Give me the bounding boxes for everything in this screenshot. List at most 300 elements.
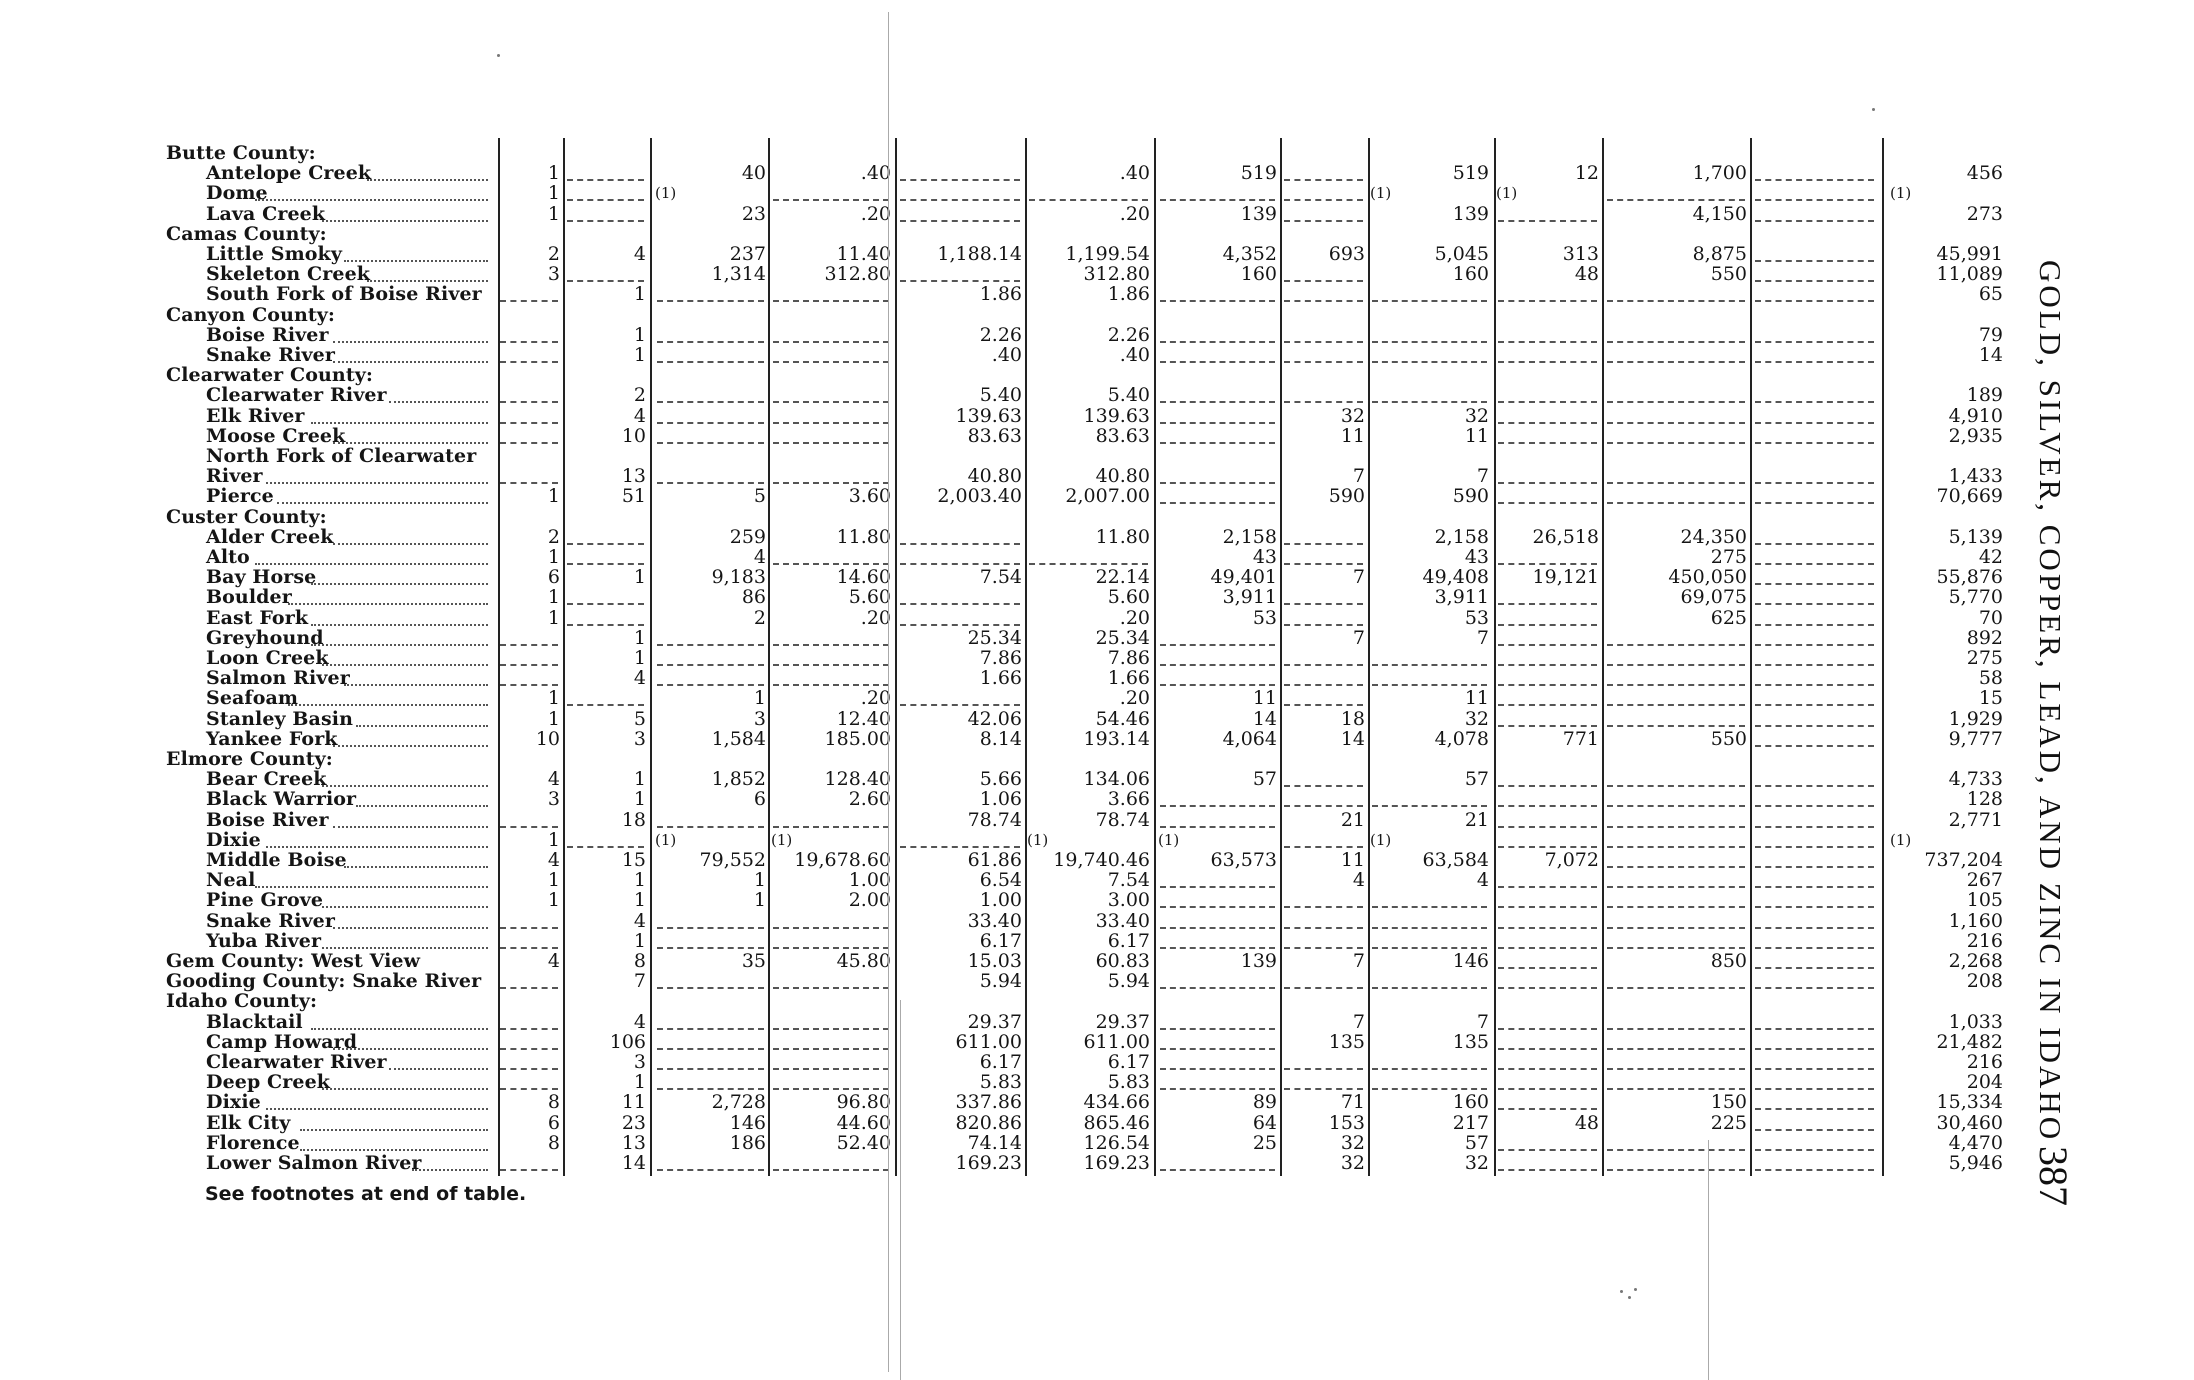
table-cell: 128 bbox=[1966, 788, 2003, 811]
empty-cell-dash bbox=[1755, 563, 1874, 565]
leader-line bbox=[356, 725, 488, 727]
table-cell: 1 bbox=[547, 707, 560, 730]
table-cell: 2,158 bbox=[1434, 525, 1489, 548]
empty-cell-dash bbox=[1160, 886, 1275, 888]
table-cell: 2 bbox=[547, 525, 560, 548]
empty-cell-dash bbox=[1607, 866, 1745, 868]
column-rule bbox=[1025, 138, 1027, 1176]
table-cell: 33.40 bbox=[967, 909, 1022, 932]
empty-cell-dash bbox=[500, 1088, 558, 1090]
empty-cell-dash bbox=[1755, 1149, 1874, 1151]
table-cell: 4,078 bbox=[1434, 727, 1489, 750]
table-cell: 106 bbox=[609, 1030, 646, 1053]
table-cell: 1 bbox=[753, 869, 766, 892]
table-cell: 4,064 bbox=[1222, 727, 1277, 750]
table-cell: 146 bbox=[729, 1111, 766, 1134]
table-cell: 139.63 bbox=[1083, 404, 1150, 427]
table-cell: 135 bbox=[1452, 1030, 1489, 1053]
locality-label: Dixie bbox=[206, 828, 261, 851]
empty-cell-dash bbox=[1160, 826, 1275, 828]
empty-cell-dash bbox=[1160, 927, 1275, 929]
column-rule bbox=[563, 138, 565, 1176]
empty-cell-dash bbox=[1284, 401, 1363, 403]
table-cell: 590 bbox=[1328, 485, 1365, 508]
table-cell: 11 bbox=[1252, 687, 1277, 710]
table-cell: 217 bbox=[1452, 1111, 1489, 1134]
empty-cell-dash bbox=[1498, 1028, 1597, 1030]
table-cell: .40 bbox=[991, 344, 1022, 366]
table-cell: 33.40 bbox=[1095, 909, 1150, 932]
empty-cell-dash bbox=[657, 826, 764, 828]
empty-cell-dash bbox=[1607, 401, 1745, 403]
empty-cell-dash bbox=[1372, 947, 1487, 949]
table-cell: 4 bbox=[633, 909, 646, 932]
empty-cell-dash bbox=[1372, 805, 1487, 807]
empty-cell-dash bbox=[1755, 967, 1874, 969]
table-cell: (1) bbox=[1890, 184, 1912, 203]
empty-cell-dash bbox=[500, 361, 558, 363]
locality-label: Blacktail bbox=[206, 1010, 303, 1033]
table-cell: 1 bbox=[633, 929, 646, 952]
empty-cell-dash bbox=[1755, 1108, 1874, 1110]
table-cell: 11 bbox=[621, 1091, 646, 1114]
table-cell: 1.06 bbox=[979, 788, 1022, 811]
table-cell: 8 bbox=[547, 1131, 560, 1154]
table-cell: 3 bbox=[547, 263, 560, 286]
empty-cell-dash bbox=[1607, 300, 1745, 302]
table-cell: 850 bbox=[1710, 950, 1747, 972]
empty-cell-dash bbox=[500, 442, 558, 444]
county-heading: Gem County: West View bbox=[166, 950, 421, 972]
empty-cell-dash bbox=[1755, 543, 1874, 545]
empty-cell-dash bbox=[1284, 906, 1363, 908]
empty-cell-dash bbox=[1607, 725, 1745, 727]
locality-label: Snake River bbox=[206, 344, 335, 366]
table-cell: .20 bbox=[860, 606, 891, 629]
table-cell: 6 bbox=[547, 1111, 560, 1134]
paper-speck bbox=[1634, 1288, 1637, 1291]
empty-cell-dash bbox=[773, 442, 889, 444]
table-cell: 450,050 bbox=[1668, 566, 1747, 589]
table-cell: 153 bbox=[1328, 1111, 1365, 1134]
table-cell: 6 bbox=[547, 566, 560, 589]
locality-label: Middle Boise bbox=[206, 849, 347, 871]
table-cell: 53 bbox=[1464, 606, 1489, 629]
empty-cell-dash bbox=[1498, 482, 1597, 484]
empty-cell-dash bbox=[1755, 422, 1874, 424]
leader-line bbox=[311, 422, 488, 424]
empty-cell-dash bbox=[1607, 1169, 1745, 1171]
table-cell: 4 bbox=[633, 404, 646, 427]
empty-cell-dash bbox=[1498, 1108, 1597, 1110]
empty-cell-dash bbox=[1755, 664, 1874, 666]
empty-cell-dash bbox=[773, 947, 889, 949]
empty-cell-dash bbox=[1284, 805, 1363, 807]
empty-cell-dash bbox=[1755, 341, 1874, 343]
table-cell: 1 bbox=[547, 202, 560, 225]
locality-label: Stanley Basin bbox=[206, 707, 353, 730]
empty-cell-dash bbox=[1607, 785, 1745, 787]
leader-line bbox=[333, 927, 488, 929]
table-cell: 1,033 bbox=[1948, 1010, 2003, 1033]
empty-cell-dash bbox=[1160, 199, 1275, 201]
table-cell: 1 bbox=[633, 283, 646, 306]
table-cell: 43 bbox=[1252, 546, 1277, 568]
table-cell: 204 bbox=[1966, 1071, 2003, 1094]
empty-cell-dash bbox=[900, 543, 1020, 545]
table-cell: 32 bbox=[1340, 1131, 1365, 1154]
locality-label: Yankee Fork bbox=[206, 727, 338, 750]
table-cell: 1 bbox=[547, 546, 560, 568]
leader-line bbox=[300, 1129, 488, 1131]
table-cell: 1 bbox=[633, 647, 646, 669]
empty-cell-dash bbox=[1498, 987, 1597, 989]
table-cell: (1) bbox=[1027, 830, 1049, 849]
table-cell: 1,188.14 bbox=[937, 243, 1022, 265]
empty-cell-dash bbox=[1160, 341, 1275, 343]
empty-cell-dash bbox=[1755, 361, 1874, 363]
column-rule bbox=[1154, 138, 1156, 1176]
locality-label: East Fork bbox=[206, 606, 309, 629]
empty-cell-dash bbox=[1755, 1028, 1874, 1030]
empty-cell-dash bbox=[1607, 422, 1745, 424]
empty-cell-dash bbox=[500, 341, 558, 343]
empty-cell-dash bbox=[773, 401, 889, 403]
table-cell: 128.40 bbox=[824, 768, 891, 791]
empty-cell-dash bbox=[773, 684, 889, 686]
empty-cell-dash bbox=[900, 603, 1020, 605]
empty-cell-dash bbox=[657, 987, 764, 989]
table-cell: 43 bbox=[1464, 546, 1489, 568]
empty-cell-dash bbox=[1607, 846, 1745, 848]
empty-cell-dash bbox=[1284, 280, 1363, 282]
table-cell: 4 bbox=[1352, 869, 1365, 892]
table-cell: 5 bbox=[633, 707, 646, 730]
locality-label: Black Warrior bbox=[206, 788, 357, 811]
table-cell: 2,158 bbox=[1222, 525, 1277, 548]
table-cell: 1 bbox=[547, 869, 560, 892]
table-cell: 86 bbox=[741, 586, 766, 609]
table-cell: 820.86 bbox=[955, 1111, 1022, 1134]
empty-cell-dash bbox=[1755, 1088, 1874, 1090]
empty-cell-dash bbox=[1284, 220, 1363, 222]
table-cell: 7 bbox=[1352, 626, 1365, 649]
paper-speck bbox=[1620, 1290, 1623, 1293]
table-cell: 160 bbox=[1240, 263, 1277, 286]
empty-cell-dash bbox=[1755, 624, 1874, 626]
empty-cell-dash bbox=[1372, 664, 1487, 666]
empty-cell-dash bbox=[1498, 906, 1597, 908]
empty-cell-dash bbox=[1755, 482, 1874, 484]
table-cell: 69,075 bbox=[1680, 586, 1747, 609]
table-cell: .20 bbox=[1119, 606, 1150, 629]
leader-line bbox=[389, 1068, 488, 1070]
table-cell: 186 bbox=[729, 1131, 766, 1154]
empty-cell-dash bbox=[1755, 1048, 1874, 1050]
table-cell: 40.80 bbox=[967, 465, 1022, 488]
table-cell: 139.63 bbox=[955, 404, 1022, 427]
table-cell: 208 bbox=[1966, 970, 2003, 993]
table-cell: 29.37 bbox=[967, 1010, 1022, 1033]
empty-cell-dash bbox=[567, 624, 644, 626]
table-cell: 32 bbox=[1464, 1152, 1489, 1174]
empty-cell-dash bbox=[1160, 906, 1275, 908]
empty-cell-dash bbox=[773, 826, 889, 828]
table-cell: 2,728 bbox=[711, 1091, 766, 1114]
table-cell: 1.86 bbox=[1107, 283, 1150, 306]
leader-line bbox=[288, 704, 488, 706]
empty-cell-dash bbox=[1498, 624, 1597, 626]
empty-cell-dash bbox=[657, 401, 764, 403]
empty-cell-dash bbox=[900, 704, 1020, 706]
table-cell: 78.74 bbox=[967, 808, 1022, 831]
empty-cell-dash bbox=[1755, 684, 1874, 686]
table-cell: 48 bbox=[1574, 263, 1599, 286]
leader-line bbox=[344, 866, 488, 868]
table-cell: .40 bbox=[860, 162, 891, 185]
table-cell: 6 bbox=[753, 788, 766, 811]
table-cell: 3.00 bbox=[1107, 889, 1150, 912]
table-cell: 32 bbox=[1340, 1152, 1365, 1174]
locality-label: Moose Creek bbox=[206, 424, 346, 447]
empty-cell-dash bbox=[657, 1169, 764, 1171]
locality-label: Camp Howard bbox=[206, 1030, 358, 1053]
table-cell: 19,678.60 bbox=[794, 849, 891, 871]
table-cell: 1,314 bbox=[711, 263, 766, 286]
table-cell: 2 bbox=[753, 606, 766, 629]
table-cell: 35 bbox=[741, 950, 766, 972]
locality-label: Boise River bbox=[206, 808, 329, 831]
table-cell: 42.06 bbox=[967, 707, 1022, 730]
running-head: GOLD, SILVER, COPPER, LEAD, AND ZINC IN IDAHO bbox=[2033, 260, 2068, 1143]
empty-cell-dash bbox=[1755, 947, 1874, 949]
empty-cell-dash bbox=[1607, 199, 1745, 201]
table-cell: 45,991 bbox=[1936, 243, 2003, 265]
empty-cell-dash bbox=[567, 563, 644, 565]
table-cell: 32 bbox=[1464, 707, 1489, 730]
empty-cell-dash bbox=[900, 563, 1020, 565]
empty-cell-dash bbox=[1607, 442, 1745, 444]
table-cell: 216 bbox=[1966, 1051, 2003, 1073]
empty-cell-dash bbox=[1498, 442, 1597, 444]
table-cell: 18 bbox=[621, 808, 646, 831]
table-cell: 160 bbox=[1452, 1091, 1489, 1114]
empty-cell-dash bbox=[1372, 1068, 1487, 1070]
empty-cell-dash bbox=[567, 543, 644, 545]
empty-cell-dash bbox=[1372, 987, 1487, 989]
table-cell: 5.83 bbox=[979, 1071, 1022, 1094]
table-cell: 3 bbox=[633, 1051, 646, 1073]
empty-cell-dash bbox=[1284, 927, 1363, 929]
county-heading: Canyon County: bbox=[166, 303, 336, 326]
empty-cell-dash bbox=[1284, 341, 1363, 343]
empty-cell-dash bbox=[500, 684, 558, 686]
table-cell: 237 bbox=[729, 243, 766, 265]
table-cell: 1,433 bbox=[1948, 465, 2003, 488]
empty-cell-dash bbox=[1160, 361, 1275, 363]
empty-cell-dash bbox=[1755, 603, 1874, 605]
empty-cell-dash bbox=[1607, 482, 1745, 484]
table-cell: 312.80 bbox=[1083, 263, 1150, 286]
table-cell: 2,771 bbox=[1948, 808, 2003, 831]
table-cell: 4 bbox=[547, 768, 560, 791]
county-heading: Idaho County: bbox=[166, 990, 318, 1013]
empty-cell-dash bbox=[1372, 927, 1487, 929]
empty-cell-dash bbox=[773, 1169, 889, 1171]
table-cell: 10 bbox=[535, 727, 560, 750]
table-cell: 1 bbox=[633, 788, 646, 811]
empty-cell-dash bbox=[1755, 745, 1874, 747]
table-cell: 275 bbox=[1710, 546, 1747, 568]
locality-label: Yuba River bbox=[206, 929, 322, 952]
empty-cell-dash bbox=[773, 1068, 889, 1070]
empty-cell-dash bbox=[1498, 704, 1597, 706]
table-cell: 58 bbox=[1978, 667, 2003, 690]
table-cell: .20 bbox=[1119, 687, 1150, 710]
table-cell: 519 bbox=[1240, 162, 1277, 185]
empty-cell-dash bbox=[500, 1028, 558, 1030]
empty-cell-dash bbox=[657, 1028, 764, 1030]
empty-cell-dash bbox=[1755, 300, 1874, 302]
locality-label: Lower Salmon River bbox=[206, 1152, 422, 1174]
table-cell: 2,003.40 bbox=[937, 485, 1022, 508]
table-cell: 7.54 bbox=[979, 566, 1022, 589]
empty-cell-dash bbox=[567, 846, 644, 848]
table-cell: 4 bbox=[1476, 869, 1489, 892]
table-cell: 139 bbox=[1240, 202, 1277, 225]
empty-cell-dash bbox=[657, 1068, 764, 1070]
leader-line bbox=[333, 745, 488, 747]
table-cell: 42 bbox=[1978, 546, 2003, 568]
empty-cell-dash bbox=[1755, 442, 1874, 444]
table-cell: 57 bbox=[1252, 768, 1277, 791]
empty-cell-dash bbox=[1498, 1169, 1597, 1171]
empty-cell-dash bbox=[1755, 1129, 1874, 1131]
table-cell: (1) bbox=[1890, 830, 1912, 849]
table-cell: 74.14 bbox=[967, 1131, 1022, 1154]
locality-label: Little Smoky bbox=[206, 243, 342, 265]
empty-cell-dash bbox=[1160, 422, 1275, 424]
empty-cell-dash bbox=[1029, 199, 1148, 201]
empty-cell-dash bbox=[773, 987, 889, 989]
page-fold-line bbox=[888, 12, 889, 1372]
column-rule bbox=[1280, 138, 1282, 1176]
table-cell: 126.54 bbox=[1083, 1131, 1150, 1154]
empty-cell-dash bbox=[1607, 1149, 1745, 1151]
table-cell: 21 bbox=[1464, 808, 1489, 831]
empty-cell-dash bbox=[773, 927, 889, 929]
empty-cell-dash bbox=[1755, 704, 1874, 706]
paper-speck bbox=[1872, 108, 1875, 111]
empty-cell-dash bbox=[773, 422, 889, 424]
table-cell: 8,875 bbox=[1692, 243, 1747, 265]
table-cell: 57 bbox=[1464, 768, 1489, 791]
table-cell: 11 bbox=[1340, 849, 1365, 871]
locality-label: Bear Creek bbox=[206, 768, 327, 791]
table-cell: 519 bbox=[1452, 162, 1489, 185]
empty-cell-dash bbox=[1755, 785, 1874, 787]
leader-line bbox=[311, 644, 488, 646]
table-cell: 40.80 bbox=[1095, 465, 1150, 488]
empty-cell-dash bbox=[1498, 826, 1597, 828]
leader-line bbox=[333, 826, 488, 828]
table-cell: 1 bbox=[633, 566, 646, 589]
table-cell: 185.00 bbox=[824, 727, 891, 750]
table-cell: 160 bbox=[1452, 263, 1489, 286]
empty-cell-dash bbox=[1498, 644, 1597, 646]
empty-cell-dash bbox=[657, 482, 764, 484]
table-cell: 259 bbox=[729, 525, 766, 548]
table-cell: 45.80 bbox=[836, 950, 891, 972]
table-cell: 1 bbox=[547, 828, 560, 851]
table-cell: (1) bbox=[1370, 184, 1392, 203]
table-cell: 7.86 bbox=[1107, 647, 1150, 669]
table-cell: 1.00 bbox=[848, 869, 891, 892]
empty-cell-dash bbox=[1160, 684, 1275, 686]
empty-cell-dash bbox=[1498, 1088, 1597, 1090]
empty-cell-dash bbox=[657, 664, 764, 666]
table-cell: 65 bbox=[1978, 283, 2003, 306]
empty-cell-dash bbox=[1372, 684, 1487, 686]
empty-cell-dash bbox=[1029, 563, 1148, 565]
empty-cell-dash bbox=[1498, 664, 1597, 666]
empty-cell-dash bbox=[1607, 1088, 1745, 1090]
table-cell: 3 bbox=[633, 727, 646, 750]
column-rule bbox=[498, 138, 500, 1176]
empty-cell-dash bbox=[1755, 583, 1874, 585]
empty-cell-dash bbox=[1498, 401, 1597, 403]
empty-cell-dash bbox=[1755, 401, 1874, 403]
empty-cell-dash bbox=[1607, 987, 1745, 989]
page-fold-line bbox=[1708, 1140, 1709, 1380]
empty-cell-dash bbox=[1372, 300, 1487, 302]
table-cell: 7 bbox=[1352, 950, 1365, 972]
table-cell: 7 bbox=[1476, 465, 1489, 488]
locality-label: Alder Creek bbox=[206, 525, 334, 548]
table-cell: 8.14 bbox=[979, 727, 1022, 750]
table-cell: 5,045 bbox=[1434, 243, 1489, 265]
leader-line bbox=[344, 684, 488, 686]
table-cell: 4,352 bbox=[1222, 243, 1277, 265]
table-cell: .40 bbox=[1119, 344, 1150, 366]
empty-cell-dash bbox=[657, 442, 764, 444]
table-cell: 1 bbox=[547, 182, 560, 205]
table-cell: 1,584 bbox=[711, 727, 766, 750]
empty-cell-dash bbox=[657, 361, 764, 363]
locality-label: Lava Creek bbox=[206, 202, 326, 225]
county-heading: Custer County: bbox=[166, 505, 327, 528]
locality-label: Elk City bbox=[206, 1111, 291, 1134]
empty-cell-dash bbox=[1755, 805, 1874, 807]
leader-line bbox=[356, 805, 488, 807]
table-cell: 139 bbox=[1240, 950, 1277, 972]
leader-line bbox=[333, 361, 488, 363]
empty-cell-dash bbox=[1160, 1028, 1275, 1030]
table-cell: 57 bbox=[1464, 1131, 1489, 1154]
table-cell: 10 bbox=[621, 424, 646, 447]
leader-line bbox=[412, 1169, 488, 1171]
table-cell: 51 bbox=[621, 485, 646, 508]
table-cell: 24,350 bbox=[1680, 525, 1747, 548]
empty-cell-dash bbox=[1284, 199, 1363, 201]
table-cell: 63,584 bbox=[1422, 849, 1489, 871]
column-rule bbox=[1750, 138, 1752, 1176]
table-cell: 29.37 bbox=[1095, 1010, 1150, 1033]
table-cell: 70 bbox=[1978, 606, 2003, 629]
table-cell: 550 bbox=[1710, 727, 1747, 750]
empty-cell-dash bbox=[1498, 220, 1597, 222]
empty-cell-dash bbox=[1284, 563, 1363, 565]
